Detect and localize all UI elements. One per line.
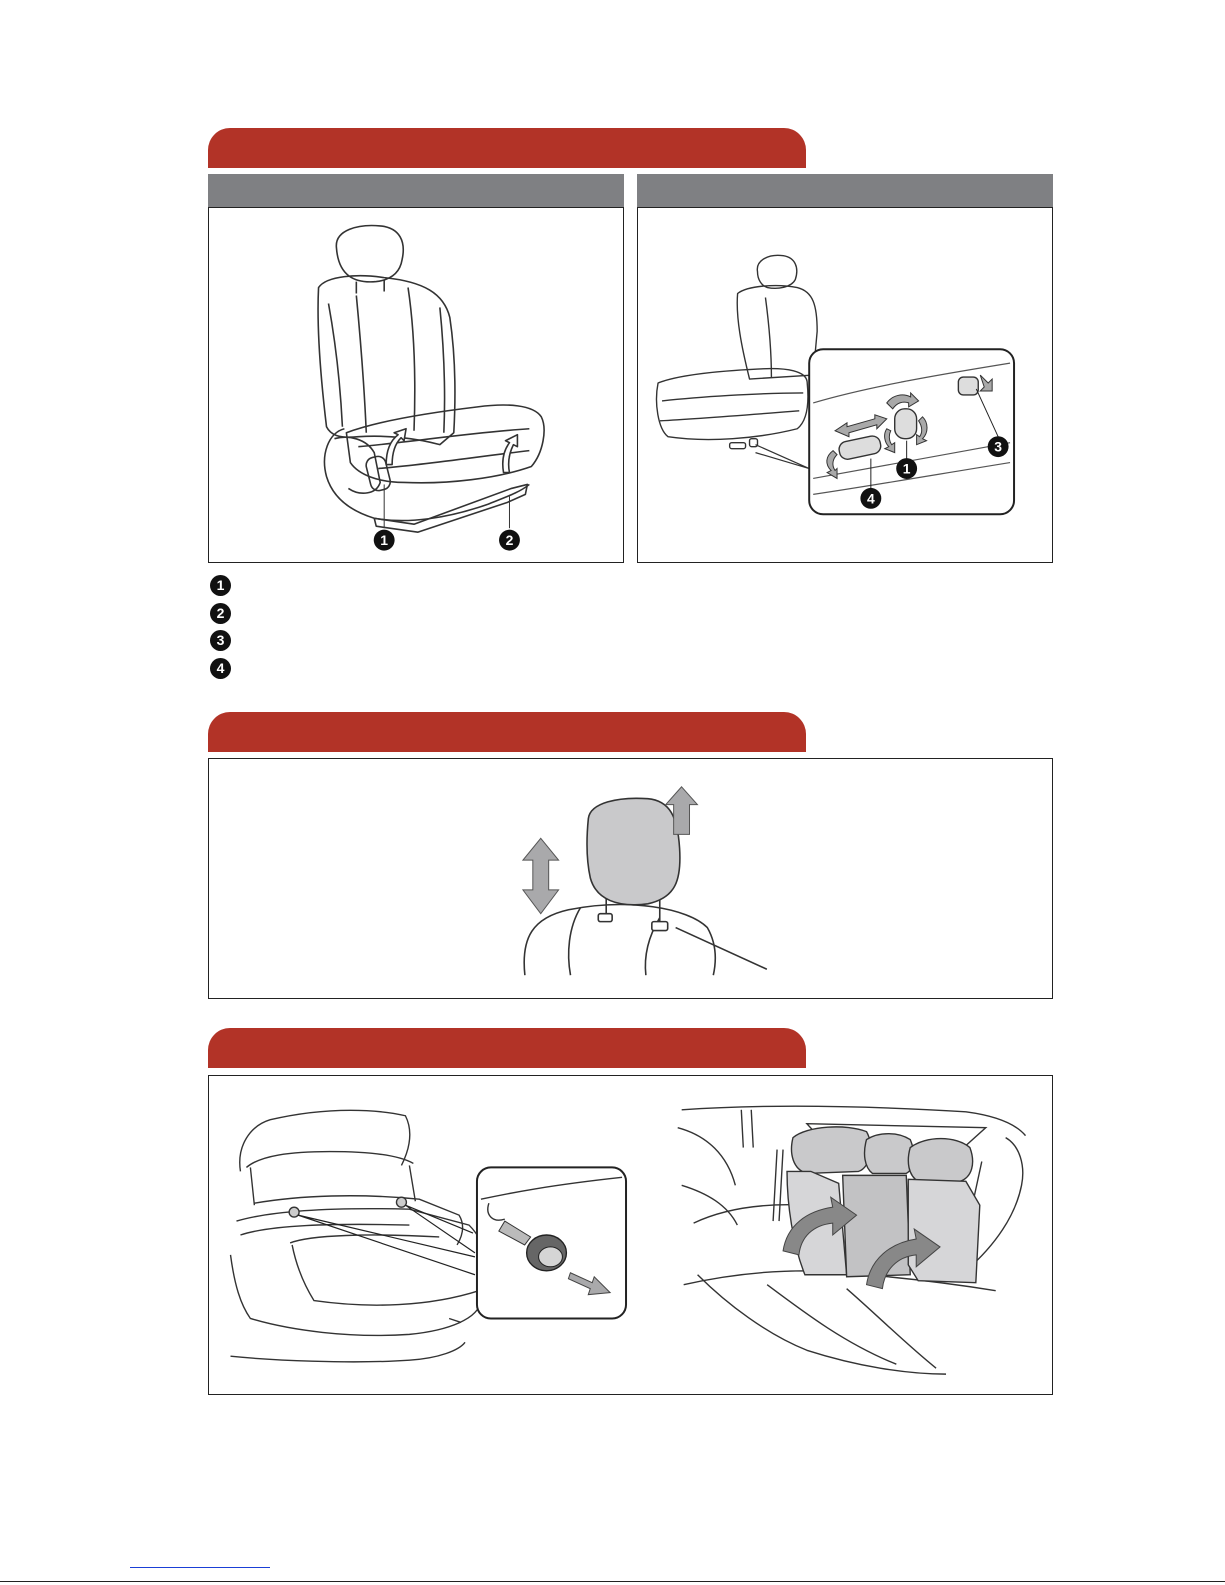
subhead-power-seat <box>637 174 1053 207</box>
head-restraint-panel <box>208 758 1053 999</box>
subhead-manual-seat <box>208 174 624 207</box>
section-banner-head-restraints <box>208 712 806 752</box>
head-restraint-shape <box>587 798 680 904</box>
legend-item-1 <box>210 572 241 598</box>
rear-seat-panel <box>208 1075 1053 1395</box>
power-seat-panel <box>637 207 1053 563</box>
footer-link-underline[interactable] <box>130 1566 270 1568</box>
section-banner-rear-seats <box>208 1028 806 1068</box>
manual-seat-panel <box>208 207 624 563</box>
power-callout-badge-3 <box>988 436 1009 457</box>
power-seat-illustration <box>638 208 1052 562</box>
legend-item-4 <box>210 655 241 681</box>
section-banner-seats <box>208 128 806 168</box>
height-adjust-arrow <box>523 838 559 913</box>
callout-text-1: 1 <box>380 532 389 549</box>
head-restraint-illustration <box>209 759 1052 998</box>
legend-badge-2: 2 <box>210 603 231 624</box>
callout-text-2: 2 <box>505 532 514 549</box>
power-callout-badge-1 <box>896 458 917 479</box>
power-callout-badge-4 <box>860 488 881 509</box>
rear-seat-illustration <box>209 1076 1052 1394</box>
legend-item-3 <box>210 627 241 653</box>
power-callout-text-1: 1 <box>902 460 911 477</box>
legend-badge-3: 3 <box>210 630 231 651</box>
legend-badge-4: 4 <box>210 658 231 679</box>
manual-seat-illustration <box>209 208 623 562</box>
callout-badge-2 <box>499 530 520 551</box>
legend-item-2 <box>210 600 241 626</box>
legend-badge-1: 1 <box>210 575 231 596</box>
callout-badge-1 <box>374 530 395 551</box>
footer-rule <box>0 1581 1225 1582</box>
power-callout-text-4: 4 <box>866 490 875 507</box>
power-callout-text-3: 3 <box>994 438 1003 455</box>
